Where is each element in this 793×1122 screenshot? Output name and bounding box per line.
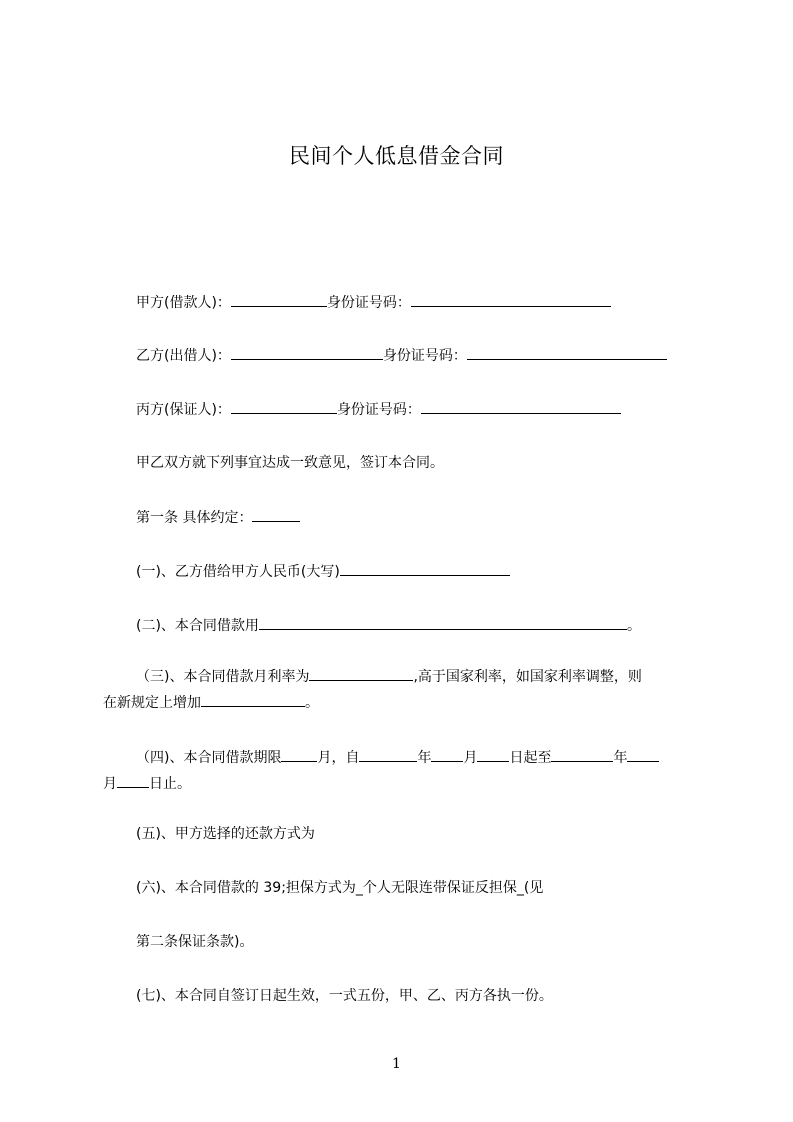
item-1-line (136, 561, 510, 582)
party-b-id-blank (467, 345, 667, 360)
item-4-year-1: 年 (417, 750, 432, 766)
item-4-month-2: 月 (103, 776, 117, 792)
party-b-label: 乙方(出借人)： (136, 348, 231, 364)
party-a-id-label: 身份证号码： (326, 295, 411, 311)
item-3-line (136, 666, 642, 687)
intro-text: 甲乙双方就下列事宜达成一致意见，签订本合同。 (136, 455, 444, 471)
item-4-from: 月，自 (317, 750, 360, 766)
item-3-text: （三)、本合同借款月利率为 (136, 669, 310, 685)
party-a-id-blank (411, 292, 611, 307)
party-c-line (136, 399, 621, 420)
item-4-end-month-blank (627, 747, 659, 762)
item-3-text-2: 在新规定上增加 (103, 695, 201, 711)
item-4-start-year-blank (359, 747, 417, 762)
party-a-name-blank (231, 292, 327, 307)
item-2-end: 。 (626, 618, 641, 634)
party-b-id-label: 身份证号码： (382, 348, 467, 364)
item-3-rate-blank (309, 666, 413, 681)
item-4-text: （四)、本合同借款期限 (136, 750, 282, 766)
party-c-id-blank (421, 399, 621, 414)
item-4-line (136, 747, 659, 768)
party-a-label: 甲方(借款人)： (136, 295, 231, 311)
item-3-text-cont: ,高于国家利率，如国家利率调整，则 (413, 669, 642, 685)
item-4-end-year-blank (551, 747, 613, 762)
item-4-end: 日止。 (149, 776, 191, 792)
item-1-blank (340, 561, 510, 576)
party-b-line (136, 345, 667, 366)
contract-title: 民间个人低息借金合同 (289, 144, 504, 168)
article-1-line (136, 507, 300, 528)
item-6-text: (六)、本合同借款的 39;担保方式为_个人无限连带保证反担保_(见 (136, 880, 544, 896)
party-c-id-label: 身份证号码： (336, 402, 421, 418)
item-3-end: 。 (305, 695, 319, 711)
item-5-text: (五)、甲方选择的还款方式为 (136, 826, 315, 842)
item-2-blank (259, 615, 627, 630)
item-2-text: (二)、本合同借款用 (136, 618, 259, 634)
party-c-name-blank (231, 399, 337, 414)
item-4-to: 日起至 (509, 750, 552, 766)
item-6-continuation: 第二条保证条款)。 (136, 934, 254, 950)
item-4-month-1: 月 (463, 750, 478, 766)
item-1-text: (一)、乙方借给甲方人民币(大写) (136, 564, 340, 580)
party-c-label: 丙方(保证人)： (136, 402, 231, 418)
item-4-line-2 (103, 773, 191, 794)
article-1-heading: 第一条 具体约定： (136, 510, 253, 526)
party-b-name-blank (231, 345, 383, 360)
item-2-line (136, 615, 641, 636)
party-a-line (136, 292, 611, 313)
item-7-text: (七)、本合同自签订日起生效，一式五份，甲、乙、丙方各执一份。 (136, 988, 553, 1004)
item-4-start-day-blank (477, 747, 509, 762)
item-4-end-day-blank (117, 773, 149, 788)
item-3-line-2 (103, 692, 319, 713)
article-1-blank (252, 507, 300, 522)
item-4-year-2: 年 (613, 750, 628, 766)
item-4-months-blank (281, 747, 317, 762)
item-4-start-month-blank (431, 747, 463, 762)
page-number: 1 (392, 1056, 401, 1072)
item-3-increase-blank (201, 692, 305, 707)
